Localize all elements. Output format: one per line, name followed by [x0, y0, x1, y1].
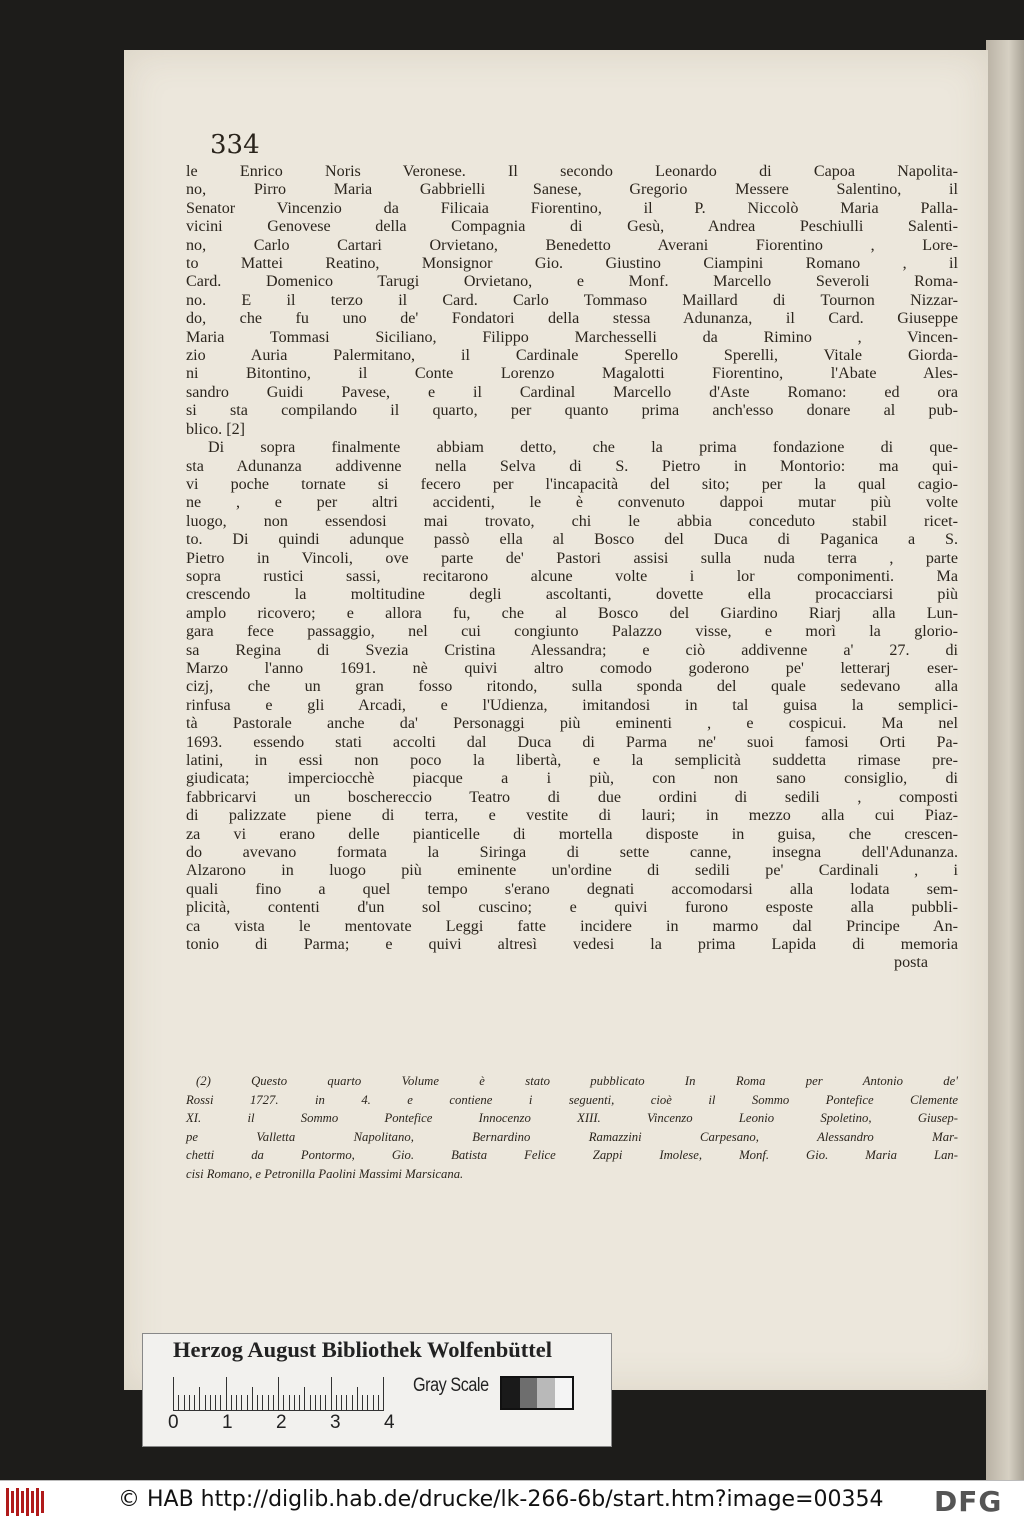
catchword: posta [894, 954, 928, 972]
body-line: luogo, non essendosi mai trovato, chi le abbia conceduto stabil ricet- [186, 512, 958, 530]
copyright-url[interactable]: © HAB http://diglib.hab.de/drucke/lk-266-6b/start.htm?image=00354 [118, 1487, 884, 1512]
ruler-tick [304, 1387, 305, 1411]
body-line: giudicata; imperciocchè piacque a i più, con non sano consiglio, di [186, 770, 958, 788]
logo-bar [31, 1491, 34, 1513]
gray-swatch [537, 1378, 555, 1408]
body-line: sa Regina di Svezia Cristina Alessandra; e ciò addivenne a' 27. di [186, 641, 958, 659]
ruler-number: 3 [330, 1412, 341, 1433]
body-line: Di sopra finalmente abbiam detto, che la prima fondazione di que- [208, 439, 958, 457]
body-line: di palizzate piene di terra, e vestite di lauri; in mezzo alla cui Piaz- [186, 807, 958, 825]
body-line: Marzo l'anno 1691. nè quivi altro comodo goderono pe' letterarj eser- [186, 659, 958, 677]
body-line: gara fece passaggio, nel cui congiunto Palazzo visse, e morì la glorio- [186, 623, 958, 641]
ruler-tick [220, 1395, 221, 1411]
ruler-tick [367, 1395, 368, 1411]
ruler-tick [210, 1395, 211, 1411]
body-line: Maria Tommasi Siciliano, Filippo Marchesselli da Rimino , Vincen- [186, 328, 958, 346]
body-line: blico. [2] [186, 420, 245, 438]
ruler-tick [173, 1377, 174, 1411]
footnote [186, 1072, 958, 1184]
ruler-number: 4 [384, 1412, 395, 1433]
ruler-tick [383, 1377, 384, 1411]
ruler-tick [194, 1395, 195, 1411]
body-line: latini, in essi non poco la libertà, e la semplicità suddetta rimase pre- [186, 752, 958, 769]
body-line: sta Adunanza addivenne nella Selva di S. Pietro in Montorio: ma qui- [186, 457, 958, 475]
body-line: za vi erano delle pianticelle di mortella disposte in guisa, che crescen- [186, 825, 958, 843]
scale-ruler [173, 1377, 383, 1411]
ruler-tick [184, 1395, 185, 1411]
ruler-tick [247, 1395, 248, 1411]
logo-bar [26, 1488, 29, 1516]
page-number: 334 [210, 130, 260, 160]
ruler-tick [357, 1387, 358, 1411]
ruler-tick [257, 1395, 258, 1411]
ruler-tick [320, 1395, 321, 1411]
ruler-tick [325, 1395, 326, 1411]
ruler-number: 1 [222, 1412, 233, 1433]
ruler-tick [352, 1395, 353, 1411]
ruler-tick [310, 1395, 311, 1411]
ruler-tick [231, 1395, 232, 1411]
footnote-line: pe Valletta Napolitano, Bernardino Ramazzini Carpesano, Alessandro Mar- [186, 1129, 958, 1144]
dfg-logo: DFG [934, 1485, 1003, 1518]
body-line: ca vista le mentovate Leggi fatte incidere in marmo dal Principe An- [186, 917, 958, 935]
body-line: vicini Genovese della Compagnia di Gesù, Andrea Peschiulli Salenti- [186, 218, 958, 236]
viewer-footer [0, 1480, 1024, 1522]
ruler-tick [226, 1377, 227, 1411]
body-line: plicità, contenti d'un sol cuscino; e quivi furono esposte alla pubbli- [186, 899, 958, 917]
body-line: 1693. essendo stati accolti dal Duca di Parma ne' suoi famosi Orti Pa- [186, 733, 958, 751]
ruler-tick [299, 1395, 300, 1411]
body-line: Senator Vincenzio da Filicaia Fiorentino, il P. Niccolò Maria Palla- [186, 199, 958, 217]
logo-bar [41, 1491, 44, 1513]
body-line: Card. Domenico Tarugi Orvietano, e Monf. Marcello Severoli Roma- [186, 273, 958, 291]
body-line: tonio di Parma; e quivi altresì vedesi la prima Lapida di memoria [186, 936, 958, 954]
body-line: vi poche tornate si fecero per l'incapacità del sito; per la qual cagio- [186, 475, 958, 493]
ruler-tick [373, 1395, 374, 1411]
ruler-tick [362, 1395, 363, 1411]
footnote-line: chetti da Pontormo, Gio. Batista Felice Zappi Imolese, Monf. Gio. Maria Lan- [186, 1148, 958, 1163]
gray-scale-label: Gray Scale [413, 1375, 489, 1396]
body-line: cizj, che un gran fosso ritondo, sulla sponda del quale sedevano alla [186, 678, 958, 696]
ruler-number: 2 [276, 1412, 287, 1433]
ruler-tick [205, 1395, 206, 1411]
body-line: to. Di quindi adunque passò ella al Bosco del Duca di Paganica a S. [186, 531, 958, 549]
body-text [186, 163, 958, 973]
library-color-card [142, 1333, 612, 1447]
body-line: Alzarono in luogo più eminente un'ordine di sedili pe' Cardinali , i [186, 862, 958, 880]
footnote-line: (2) Questo quarto Volume è stato pubblicato In Roma per Antonio de' [196, 1074, 958, 1088]
ruler-number: 0 [168, 1412, 179, 1433]
facing-page-edge [986, 40, 1024, 1480]
footnote-line: XI. il Sommo Pontefice Innocenzo XIII. Vincenzo Leonio Spoletino, Giusep- [186, 1111, 958, 1126]
gray-scale-swatches [500, 1376, 574, 1410]
logo-bar [36, 1488, 39, 1516]
ruler-tick [241, 1395, 242, 1411]
logo-bar [6, 1488, 9, 1516]
logo-bar [16, 1488, 19, 1516]
gray-swatch [555, 1378, 573, 1408]
ruler-tick [289, 1395, 290, 1411]
ruler-tick [178, 1395, 179, 1411]
logo-bar [21, 1491, 24, 1513]
body-line: ne , e per altri accidenti, le è convenuto dappoi mutar più volte [186, 494, 958, 512]
ruler-tick [378, 1395, 379, 1411]
ruler-tick [331, 1377, 332, 1411]
body-line: no. E il terzo il Card. Carlo Tommaso Maillard di Tournon Nizzar- [186, 291, 958, 309]
body-line: quali fino a quel tempo s'erano degnati accomodarsi alla lodata sem- [186, 880, 958, 898]
ruler-tick [215, 1395, 216, 1411]
footnote-line: Rossi 1727. in 4. e contiene i seguenti, cioè il Sommo Pontefice Clemente [186, 1092, 958, 1107]
body-line: sandro Guidi Pavese, e il Cardinal Marcello d'Aste Romano: ed ora [186, 383, 958, 401]
body-line: ni Bitontino, il Conte Lorenzo Magalotti Fiorentino, l'Abate Ales- [186, 365, 958, 383]
gray-swatch [520, 1378, 538, 1408]
body-line: crescendo la moltitudine degli ascoltanti, dovette ella procacciarsi più [186, 586, 958, 604]
body-line: no, Pirro Maria Gabbrielli Sanese, Gregorio Messere Salentino, il [186, 181, 958, 199]
ruler-tick [268, 1395, 269, 1411]
body-line: si sta compilando il quarto, per quanto prima anch'esso donare al pub- [186, 402, 958, 420]
body-line: to Mattei Reatino, Monsignor Gio. Giustino Ciampini Romano , il [186, 255, 958, 273]
ruler-tick [346, 1395, 347, 1411]
footnote-line: cisi Romano, e Petronilla Paolini Massimi Marsicana. [186, 1166, 464, 1181]
ruler-tick [273, 1395, 274, 1411]
body-line: sopra rustici sassi, recitarono alcune volte i lor componimenti. Ma [186, 567, 958, 585]
body-line: no, Carlo Cartari Orvietano, Benedetto Averani Fiorentino , Lore- [186, 236, 958, 254]
body-line: amplo ricovero; e allora fu, che al Bosco del Giardino Riarj alla Lun- [186, 604, 958, 622]
ruler-tick [294, 1395, 295, 1411]
body-line: do avevano formata la Siringa di sette canne, insegna dell'Adunanza. [186, 844, 958, 862]
ruler-tick [336, 1395, 337, 1411]
body-line: le Enrico Noris Veronese. Il secondo Leonardo di Capoa Napolita- [186, 163, 958, 180]
body-line: do, che fu uno de' Fondatori della stessa Adunanza, il Card. Giuseppe [186, 310, 958, 328]
body-line: tà Pastorale anche da' Personaggi più eminenti , e cospicui. Ma nel [186, 715, 958, 733]
body-line: Pietro in Vincoli, ove parte de' Pastori assisi sulla nuda terra , parte [186, 549, 958, 567]
ruler-tick [252, 1387, 253, 1411]
ruler-tick [278, 1377, 279, 1411]
ruler-tick [199, 1387, 200, 1411]
ruler-tick [236, 1395, 237, 1411]
library-name: Herzog August Bibliothek Wolfenbüttel [173, 1337, 552, 1362]
ruler-tick [283, 1395, 284, 1411]
hab-logo-icon [6, 1488, 44, 1516]
body-line: rinfusa e gli Arcadi, e l'Udienza, imitandosi in tal guisa la semplici- [186, 696, 958, 714]
gray-swatch [502, 1378, 520, 1408]
logo-bar [11, 1491, 14, 1513]
ruler-tick [341, 1395, 342, 1411]
ruler-tick [262, 1395, 263, 1411]
ruler-tick [315, 1395, 316, 1411]
body-line: fabbricarvi un boschereccio Teatro di due ordini di sedili , composti [186, 788, 958, 806]
body-line: zio Auria Palermitano, il Cardinale Sperello Sperelli, Vitale Giorda- [186, 347, 958, 365]
ruler-tick [189, 1395, 190, 1411]
